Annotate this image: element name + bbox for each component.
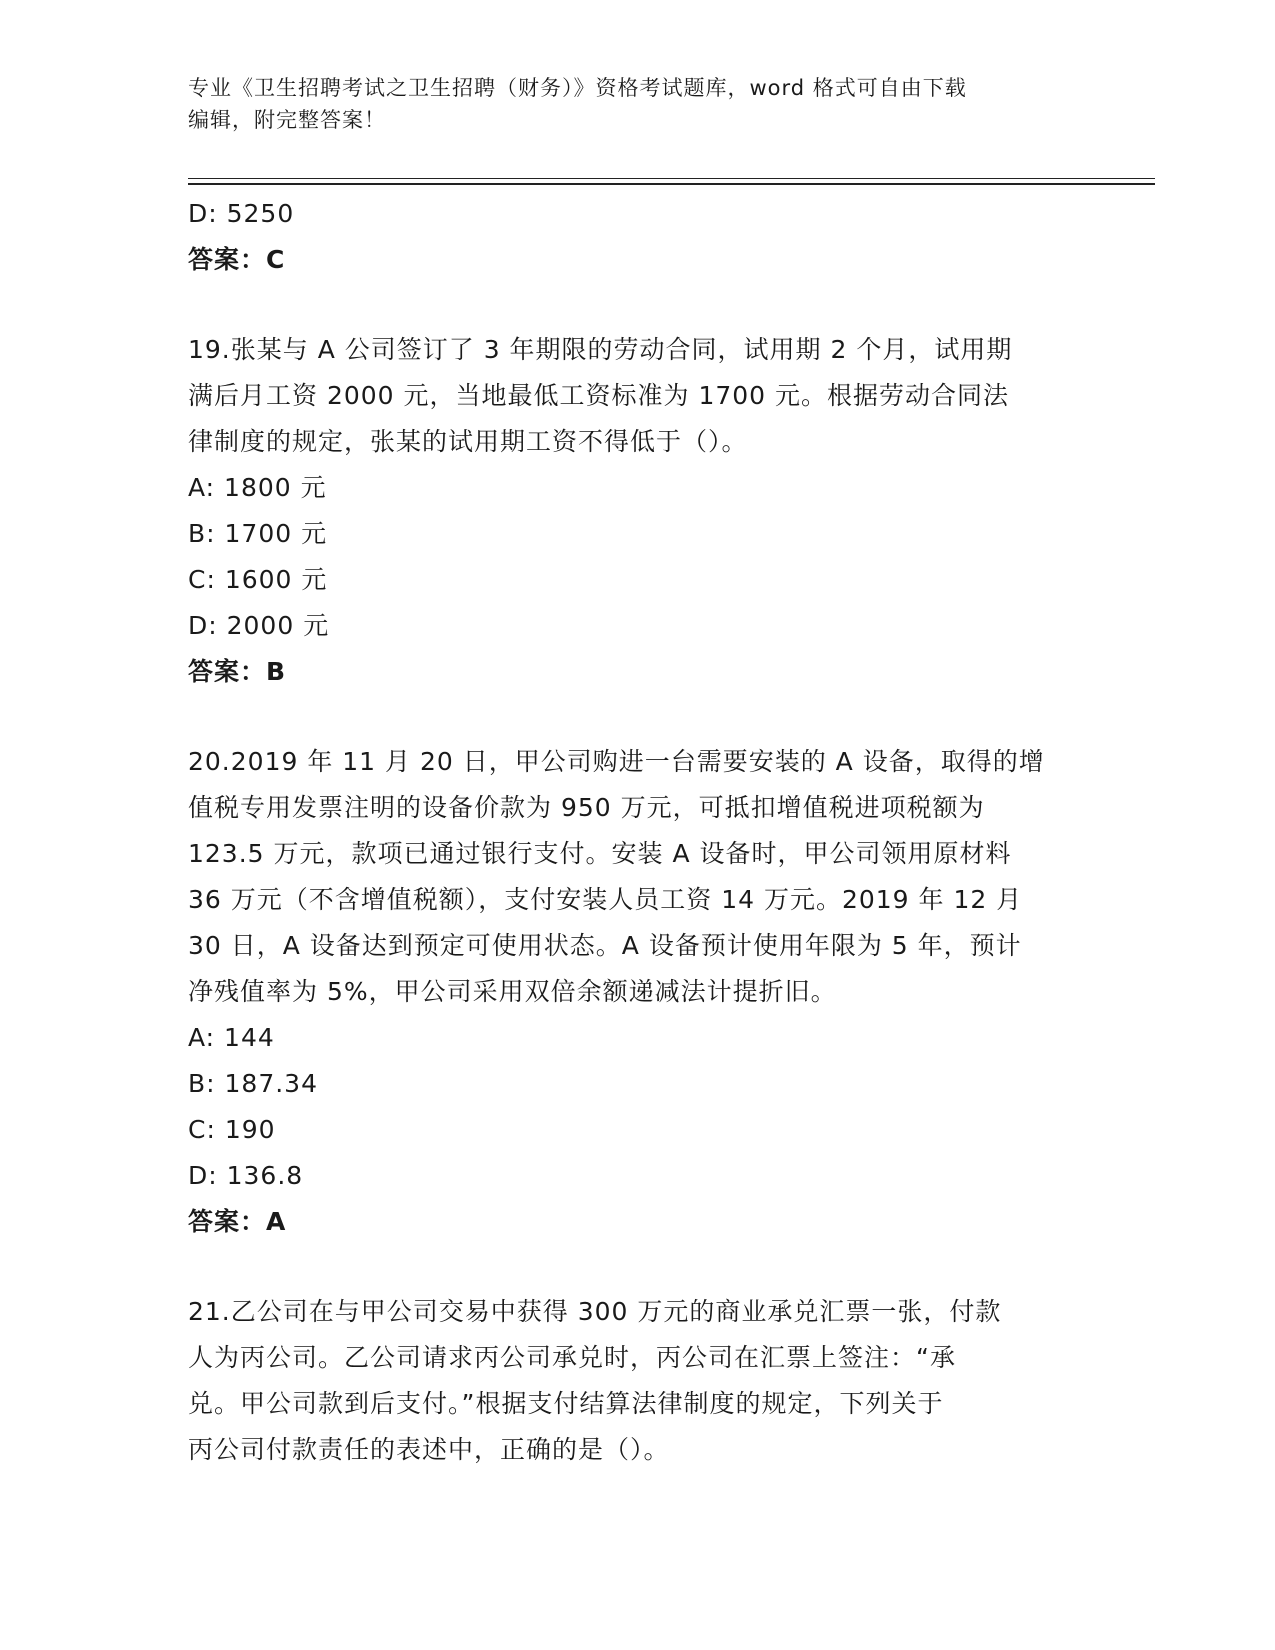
question-21 [188,1289,1088,1473]
question-text [188,1289,1078,1473]
header-line-1: 专业《卫生招聘考试之卫生招聘（财务）》资格考试题库，word 格式可自由下载 [188,76,967,100]
question-line: 丙公司付款责任的表述中，正确的是（）。 [188,1435,670,1464]
question-line: 123.5 万元，款项已通过银行支付。安装 A 设备时，甲公司领用原材料 [188,839,1012,868]
question-text [188,739,1078,1015]
page-header [188,72,1088,136]
option-a: A: 1800 元 [188,473,327,502]
option-c: C: 1600 元 [188,565,328,594]
option-b: B: 187.34 [188,1069,318,1098]
spacer [188,283,1088,327]
answer-line: 答案：B [188,657,287,686]
question-line: 20.2019 年 11 月 20 日，甲公司购进一台需要安装的 A 设备，取得的增 [188,747,1045,776]
document-body [188,191,1088,1473]
header-divider-thin [188,178,1155,179]
option-d: D: 5250 [188,199,295,228]
question-line: 满后月工资 2000 元，当地最低工资标准为 1700 元。根据劳动合同法 [188,381,1010,410]
question-line: 人为丙公司。乙公司请求丙公司承兑时，丙公司在汇票上签注：“承 [188,1343,956,1372]
question-line: 21.乙公司在与甲公司交易中获得 300 万元的商业承兑汇票一张，付款 [188,1297,1002,1326]
question-line: 19.张某与 A 公司签订了 3 年期限的劳动合同，试用期 2 个月，试用期 [188,335,1013,364]
question-19 [188,327,1088,695]
previous-question-tail [188,191,1088,283]
option-d: D: 136.8 [188,1161,304,1190]
question-line: 律制度的规定，张某的试用期工资不得低于（）。 [188,427,748,456]
question-line: 兑。甲公司款到后支付。”根据支付结算法律制度的规定，下列关于 [188,1389,944,1418]
header-divider-thick [188,183,1155,185]
option-c: C: 190 [188,1115,276,1144]
spacer [188,1245,1088,1289]
question-text [188,327,1078,465]
question-20 [188,739,1088,1245]
question-line: 30 日，A 设备达到预定可使用状态。A 设备预计使用年限为 5 年，预计 [188,931,1022,960]
answer-line: 答案：C [188,245,286,274]
header-line-2: 编辑，附完整答案！ [188,108,386,132]
option-d: D: 2000 元 [188,611,330,640]
answer-line: 答案：A [188,1207,287,1236]
question-line: 净残值率为 5%，甲公司采用双倍余额递减法计提折旧。 [188,977,837,1006]
option-a: A: 144 [188,1023,275,1052]
option-b: B: 1700 元 [188,519,328,548]
question-line: 值税专用发票注明的设备价款为 950 万元，可抵扣增值税进项税额为 [188,793,985,822]
question-line: 36 万元（不含增值税额），支付安装人员工资 14 万元。2019 年 12 月 [188,885,1023,914]
spacer [188,695,1088,739]
